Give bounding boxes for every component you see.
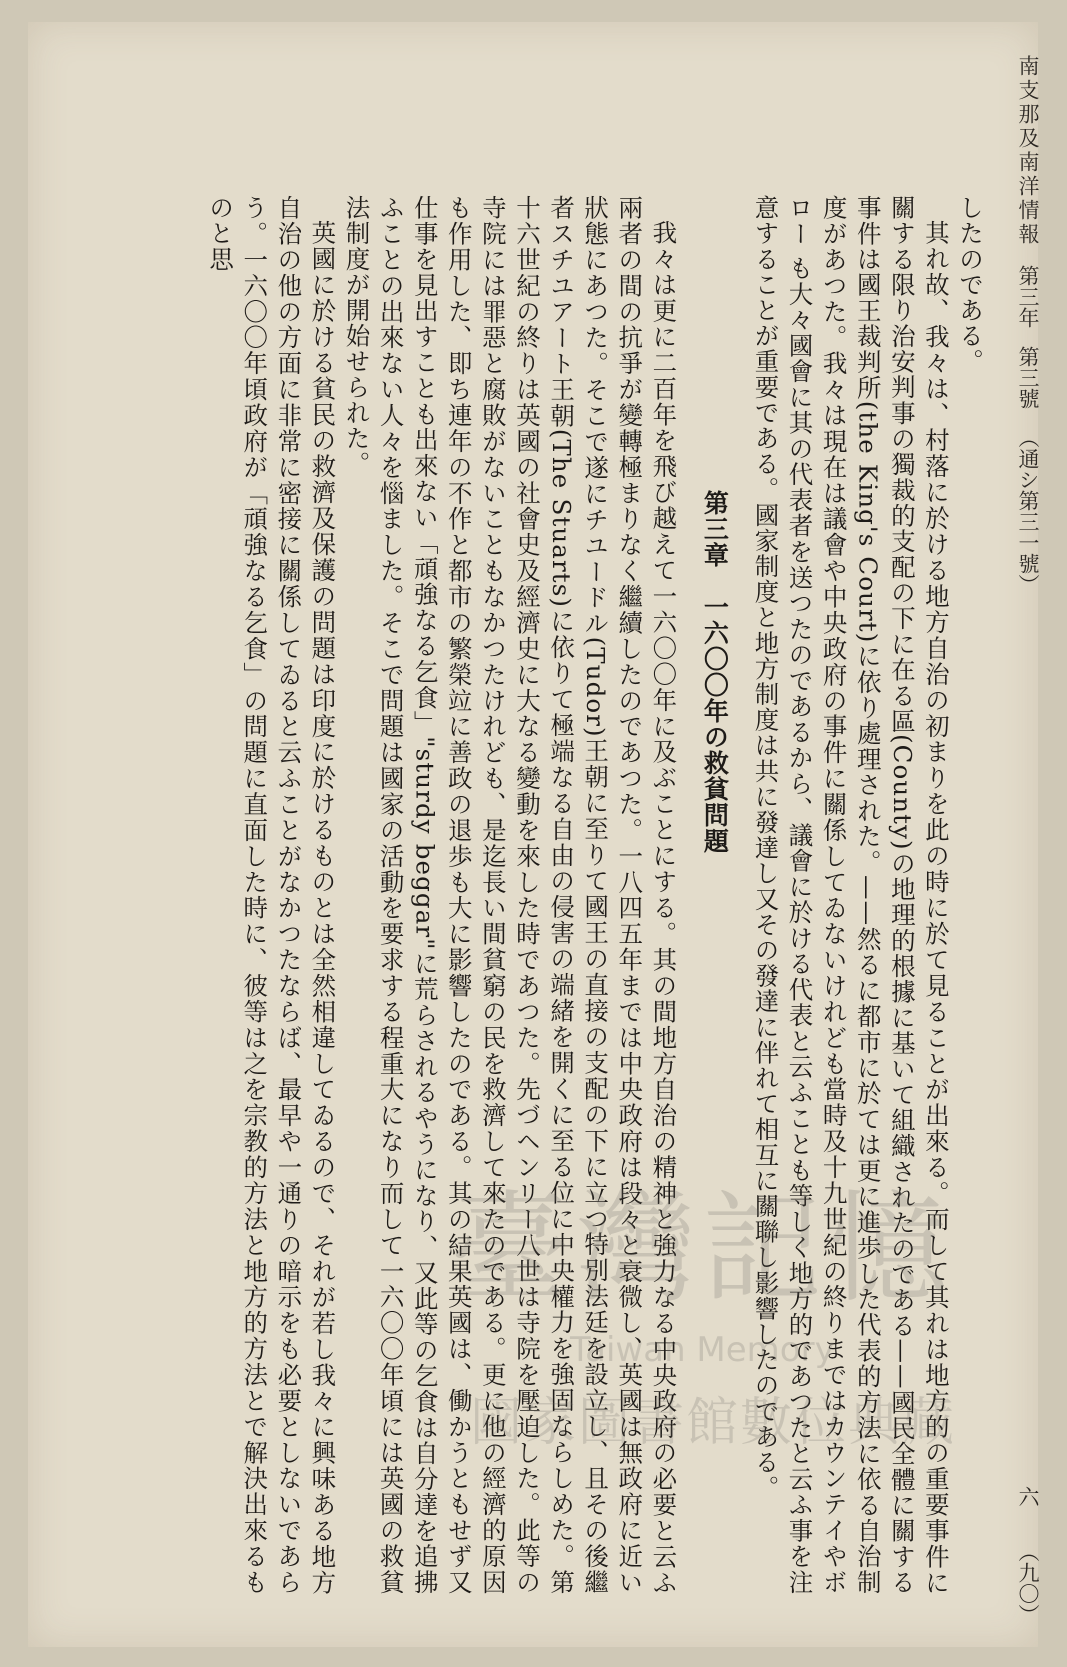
serial-number: （通シ第三一號）	[1016, 427, 1040, 595]
watermark-main-text: 臺灣記憶	[450, 1180, 954, 1319]
page-number-block	[1010, 1486, 1046, 1625]
running-header	[1010, 55, 1046, 1625]
issue-label: 第三號	[1016, 346, 1040, 409]
page-number-local: 六	[1016, 1486, 1040, 1507]
page-number-total: （九〇）	[1016, 1541, 1040, 1625]
watermark-institution-text: 國家圖書館數位典藏	[470, 1393, 957, 1453]
journal-title: 南支那及南洋情報	[1016, 55, 1040, 247]
volume-label: 第三年	[1016, 265, 1040, 328]
paragraph-chapter-2: 英國に於ける貧民の救濟及保護の問題は印度に於けるものとは全然相違してゐるので、それが若し我々に興味ある地方自治の他の方面に非常に密接に關係してゐると云ふことがなかつたならば、最早や一通りの暗示をも必要としないであらう。一六〇〇年頃政府が「頑強なる乞食」の問題に直面した時に、彼等は之を宗教的方法と地方的方法とで解決出來るものと思	[206, 195, 338, 1595]
body-text	[203, 195, 987, 1595]
paragraph-continuation: したのである。	[956, 195, 985, 375]
watermark-english-text: Taiwan Memory	[570, 1330, 835, 1370]
paragraph-chapter-1: 我々は更に二百年を飛び越えて一六〇〇年に及ぶことにする。其の間地方自治の精神と強力なる中央政府の必要と云ふ兩者の間の抗爭が變轉極まりなく繼續したのであつた。一八四五年までは中央政府は段々と衰微し、英國は無政府に近い狀態にあつた。そこで遂にチユードル(Tudor)王朝に至りて國王の直接の支配の下に立つ特別法廷を設立し、且その後繼者スチユアート王朝(The Stuarts)に依りて極端なる自由の侵害の端緒を開くに至る位に中央權力を強固ならしめた。第十六世紀の終りは英國の社會史及經濟史に大なる變動を來した時であつた。先づヘンリー八世は寺院を壓迫した。此等の寺院には罪惡と腐敗がないこともなかつたけれども、是迄長い間貧窮の民を救濟して來たのである。更に他の經濟的原因も作用した、即ち連年の不作と都市の繁榮竝に善政の退歩も大に影響したのである。其の結果英國は、働かうともせず又仕事を見出すことも出來ない「頑強なる乞食」"sturdy beggar"に荒らされるやうになり、又此等の乞食は自分達を追拂ふことの出來ない人々を惱ました。そこで問題は國家の活動を要求する程重大になり而して一六〇〇年頃には英國の救貧法制度が開始せられた。	[342, 195, 679, 1595]
paragraph-local-government: 其れ故、我々は、村落に於ける地方自治の初まりを此の時に於て見ることが出來る。而して其れは地方的の重要事件に關する限り治安判事の獨裁的支配の下に在る區(County)の地理的根據に基いて組織されたのである——國民全體に關する事件は國王裁判所(the King's Court)に依り處理された。——然るに都市に於ては更に進歩した代表的方法に依る自治制度があつた。我々は現在は議會や中央政府の事件に關係してゐないけれども當時及十九世紀の終りまではカウンテイやボロー も大々國會に其の代表者を送つたのであるから、議會に於ける代表と云ふことも等しく地方的であつたと云ふ事を注意することが重要である。國家制度と地方制度は共に發達し又その發達に伴れて相互に關聯し影響したのである。	[751, 195, 951, 1595]
chapter-heading: 第三章 一六〇〇年の救貧問題	[700, 490, 730, 854]
